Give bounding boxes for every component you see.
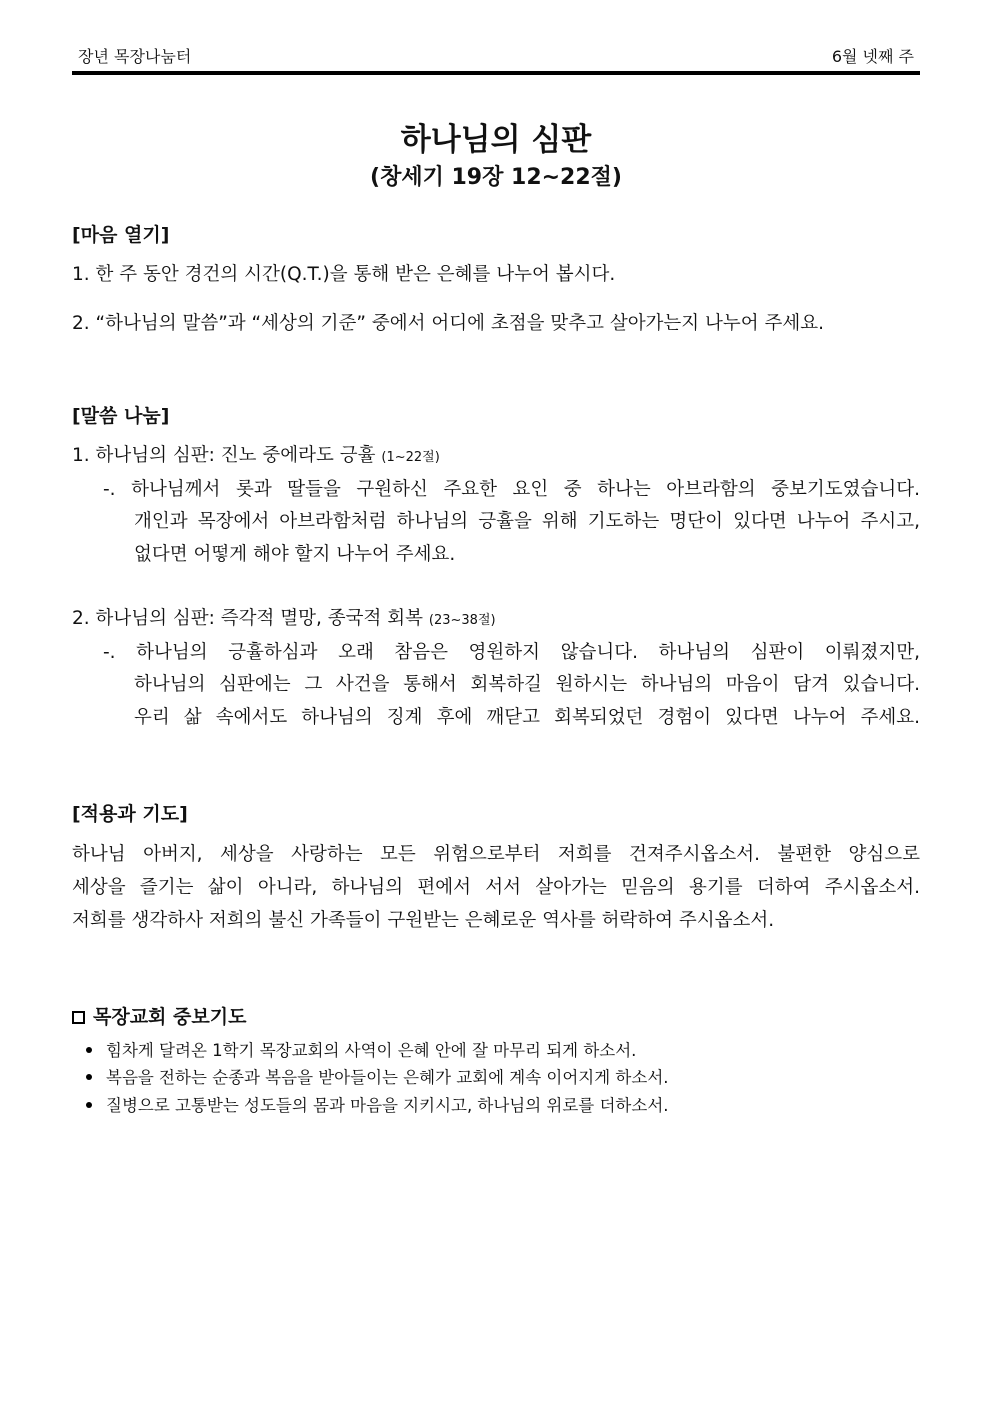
open-heart-item-1: 1. 한 주 동안 경건의 시간(Q.T.)을 통해 받은 은혜를 나누어 봅시다.	[72, 264, 616, 285]
question-1-line-1: -. 하나님께서 롯과 딸들을 구원하신 주요한 요인 중 하나는 아브라함의 중보기도였습니다.	[103, 479, 920, 500]
question-1-title-text: 1. 하나님의 심판: 진노 중에라도 긍휼	[72, 445, 376, 466]
question-1-title	[72, 441, 440, 467]
bullet-icon	[86, 1074, 92, 1080]
question-1-line-2: 개인과 목장에서 아브라함처럼 하나님의 긍휼을 위해 기도하는 명단이 있다면 나누어 주시고,	[134, 511, 920, 532]
bullet-icon	[86, 1047, 92, 1053]
open-heart-item-2: 2. “하나님의 말씀”과 “세상의 기준” 중에서 어디에 초점을 맞추고 살아가는지 나누어 주세요.	[72, 313, 825, 334]
church-prayer-item-1	[86, 1037, 636, 1061]
question-2-ref: (23~38절)	[428, 613, 496, 628]
header-rule	[72, 71, 920, 75]
header-left: 장년 목장나눔터	[78, 47, 192, 66]
church-prayer-heading-text: 목장교회 중보기도	[93, 1006, 247, 1028]
prayer-heading: [적용과 기도]	[72, 803, 188, 825]
prayer-line-2: 세상을 즐기는 삶이 아니라, 하나님의 편에서 서서 살아가는 믿음의 용기를 더하여 주시옵소서.	[72, 877, 920, 898]
church-prayer-item-text: 힘차게 달려온 1학기 목장교회의 사역이 은혜 안에 잘 마무리 되게 하소서.	[106, 1041, 637, 1060]
prayer-line-3: 저희를 생각하사 저희의 불신 가족들이 구원받는 은혜로운 역사를 허락하여 주시옵소서.	[72, 910, 775, 931]
checkbox-square-icon	[72, 1011, 85, 1024]
question-2-line-1: -. 하나님의 긍휼하심과 오래 참음은 영원하지 않습니다. 하나님의 심판이 이뤄졌지만,	[103, 642, 920, 663]
bullet-icon	[86, 1102, 92, 1108]
question-1-line-3: 없다면 어떻게 해야 할지 나누어 주세요.	[134, 544, 456, 565]
page-title: 하나님의 심판	[400, 122, 592, 158]
question-2-line-2: 하나님의 심판에는 그 사건을 통해서 회복하길 원하시는 하나님의 마음이 담겨 있습니다.	[134, 674, 920, 695]
question-2-title-text: 2. 하나님의 심판: 즉각적 멸망, 종국적 회복	[72, 608, 423, 629]
prayer-line-1: 하나님 아버지, 세상을 사랑하는 모든 위험으로부터 저희를 건져주시옵소서. 불편한 양심으로	[72, 844, 920, 865]
question-2-line-3: 우리 삶 속에서도 하나님의 징계 후에 깨닫고 회복되었던 경험이 있다면 나누어 주세요.	[134, 707, 920, 728]
question-1-ref: (1~22절)	[381, 450, 440, 465]
header-right: 6월 넷째 주	[831, 47, 914, 66]
word-sharing-heading: [말씀 나눔]	[72, 405, 170, 427]
church-prayer-item-2	[86, 1064, 669, 1088]
church-prayer-item-text: 복음을 전하는 순종과 복음을 받아들이는 은혜가 교회에 계속 이어지게 하소서.	[106, 1068, 669, 1087]
church-prayer-item-3	[86, 1092, 669, 1116]
open-heart-heading: [마음 열기]	[72, 224, 170, 246]
church-prayer-heading	[72, 1002, 246, 1029]
page-subtitle: (창세기 19장 12~22절)	[370, 165, 622, 190]
question-2-title	[72, 604, 496, 630]
church-prayer-item-text: 질병으로 고통받는 성도들의 몸과 마음을 지키시고, 하나님의 위로를 더하소서.	[106, 1096, 669, 1115]
